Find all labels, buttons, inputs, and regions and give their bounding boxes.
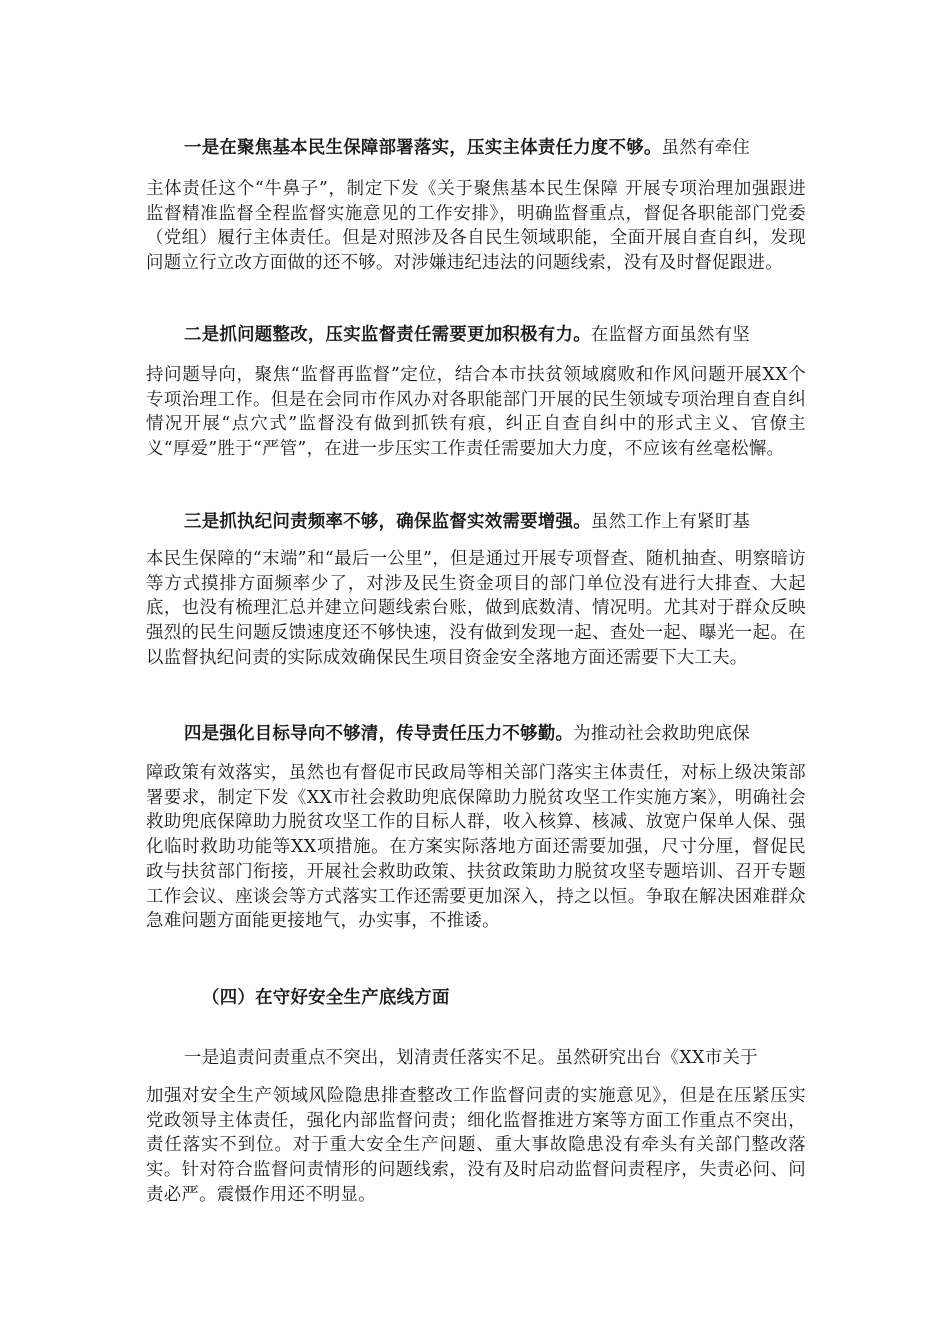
paragraph-3-lead-text: 虽然工作上有紧盯基 [590, 512, 751, 532]
paragraph-4-lead [146, 722, 806, 746]
paragraph-1-lead [146, 136, 806, 160]
paragraph-2-lead-text: 在监督方面虽然有坚 [590, 325, 751, 345]
paragraph-2-heading: 二是抓问题整改，压实监督责任需要更加积极有力。 [184, 325, 591, 345]
paragraph-5-lead: 一是追责问责重点不突出，划清责任落实不足。虽然研究出台《XX市关于 [184, 1048, 758, 1068]
paragraph-2-body: 持问题导向，聚焦“监督再监督”定位，结合本市扶贫领域腐败和作风问题开展XX个专项治理工作。但是在会同市作风办对各职能部门开展的民生领域专项治理自查自纠情况开展“点穴式”监督没有做到抓铁有痕，纠正自查自纠中的形式主义、官僚主义“厚爱”胜于“严管”，在进一步压实工作责任需要加大力度，不应该有丝毫松懈。 [146, 365, 806, 460]
paragraph-2-lead [146, 323, 806, 347]
paragraph-4-heading: 四是强化目标导向不够清，传导责任压力不够勤。 [184, 724, 574, 744]
paragraph-4-body: 障政策有效落实，虽然也有督促市民政局等相关部门落实主体责任，对标上级决策部署要求，制定下发《XX市社会救助兜底保障助力脱贫攻坚工作实施方案》，明确社会救助兜底保障助力脱贫攻坚工作的目标人群，收入核算、核减、放宽户保单人保、强化临时救助功能等XX项措施。在方案实际落地方面还需要加强，尺寸分厘，督促民政与扶贫部门衔接，开展社会救助政策、扶贫政策助力脱贫攻坚专题培训、召开专题工作会议、座谈会等方式落实工作还需要更加深入，持之以恒。争取在解决困难群众急难问题方面能更接地气，办实事，不推诿。 [146, 763, 806, 932]
paragraph-1-lead-text: 虽然有牵住 [661, 138, 751, 158]
paragraph-1-body: 主体责任这个“牛鼻子”，制定下发《关于聚焦基本民生保障 开展专项治理加强跟进监督精准监督全程监督实施意见的工作安排》，明确监督重点，督促各职能部门党委（党组）履行主体责任。但是对照涉及各自民生领域职能，全面开展自查自纠，发现问题立行立改方面做的还不够。对涉嫌违纪违法的问题线索，没有及时督促跟进。 [146, 179, 806, 274]
paragraph-3-body: 本民生保障的“末端”和“最后一公里”，但是通过开展专项督查、随机抽查、明察暗访等方式摸排方面频率少了，对涉及民生资金项目的部门单位没有进行大排查、大起底，也没有梳理汇总并建立问题线索台账，做到底数清、情况明。尤其对于群众反映强烈的民生问题反馈速度还不够快速，没有做到发现一起、查处一起、曝光一起。在以监督执纪问责的实际成效确保民生项目资金安全落地方面还需要下大工夫。 [146, 549, 806, 668]
section-heading: （四）在守好安全生产底线方面 [202, 988, 450, 1008]
paragraph-3-heading: 三是抓执纪问责频率不够，确保监督实效需要增强。 [184, 512, 591, 532]
paragraph-4-lead-text: 为推动社会救助兜底保 [573, 724, 751, 744]
paragraph-1-heading: 一是在聚焦基本民生保障部署落实，压实主体责任力度不够。 [184, 138, 662, 158]
paragraph-5-body: 加强对安全生产领域风险隐患排查整改工作监督问责的实施意见》，但是在压紧压实党政领导主体责任，强化内部监督问责；细化监督推进方案等方面工作重点不突出，责任落实不到位。对于重大安全生产问题、重大事故隐患没有牵头有关部门整改落实。针对符合监督问责情形的问题线索，没有及时启动监督问责程序，失责必问、问责必严。震慑作用还不明显。 [146, 1086, 806, 1205]
paragraph-3-lead [146, 510, 806, 534]
